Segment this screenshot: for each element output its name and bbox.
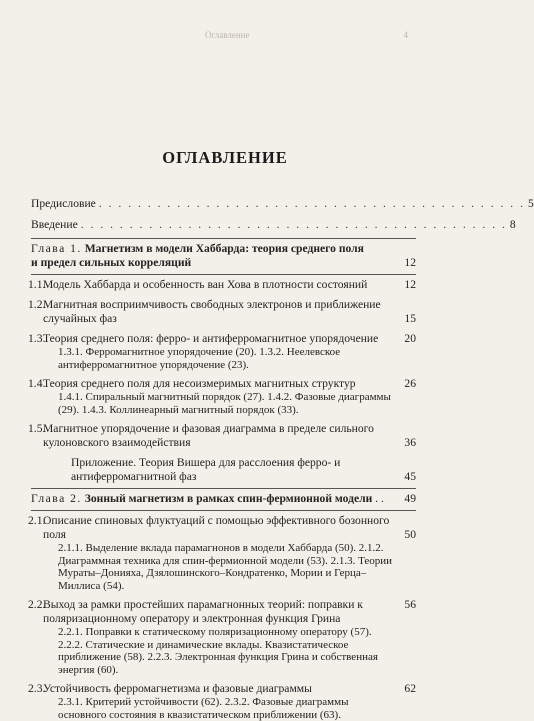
toc-entry-preface[interactable]: Предисловие . . . . . . . . . . . . . . . . . . . . . . . . . . . . . . . . . . . . . . . . . . . . 5 (31, 197, 534, 210)
section-title: Выход за рамки простейших парамагнонных теорий: поправки к поляризационному оператору и электронная функция Грина (43, 598, 363, 625)
toc-subsections-2-3: 2.3.1. Критерий устойчивости (62). 2.3.2. Фазовые диаграммы основного состояния в квазистатическом приближении (63). (58, 696, 349, 721)
toc-section-1-4[interactable]: 1.4. Теория среднего поля для несоизмеримых магнитных структур 26 (28, 377, 416, 390)
divider (31, 274, 416, 275)
section-title: Теория среднего поля для несоизмеримых магнитных структур (43, 377, 356, 390)
toc-appendix[interactable] (31, 456, 416, 484)
toc-chapter-1[interactable] (31, 242, 416, 270)
toc-section-1-5[interactable]: 1.5. Магнитное упорядочение и фазовая диаграмма в пределе сильного кулоновского взаимодействия 36 (28, 422, 416, 449)
toc-entry-page: 15 (404, 312, 416, 325)
table-of-contents (28, 197, 534, 721)
chapter-prefix: Глава 2. (31, 492, 82, 505)
toc-entry-page: 26 (404, 377, 416, 390)
divider (31, 488, 416, 489)
section-title: Магнитная восприимчивость свободных электронов и приближение случайных фаз (43, 298, 381, 325)
toc-entry-page: 62 (404, 682, 416, 695)
toc-entry-label: Введение (31, 218, 78, 231)
section-title: Модель Хаббарда и особенность ван Хова в плотности состояний (43, 278, 368, 291)
running-head-title: Оглавление (205, 30, 250, 40)
section-title: Приложение. Теория Вишера для расслоения ферро- и антиферромагнитной фаз (71, 456, 341, 483)
toc-entry-page: 56 (404, 598, 416, 611)
chapter-title-line-2: и предел сильных корреляций (31, 256, 192, 269)
toc-section-2-2[interactable]: 2.2. Выход за рамки простейших парамагнонных теорий: поправки к поляризационному оператору и электронная функция Грина 56 (28, 598, 416, 625)
toc-subsections-1-4: 1.4.1. Спиральный магнитный порядок (27). 1.4.2. Фазовые диаграммы (29). 1.4.3. Коллинеарный магнитный порядок (33). (58, 391, 391, 416)
toc-entry-page: 12 (404, 278, 416, 291)
chapter-title-line-1: Магнетизм в модели Хаббарда: теория среднего поля (84, 242, 364, 255)
toc-entry-page: 12 (404, 256, 416, 269)
toc-section-1-1[interactable]: 1.1. Модель Хаббарда и особенность ван Хова в плотности состояний 12 (28, 278, 416, 291)
toc-entry-introduction[interactable]: Введение . . . . . . . . . . . . . . . . . . . . . . . . . . . . . . . . . . . . . . . . . . . . 8 (31, 218, 516, 231)
toc-entry-page: 20 (404, 332, 416, 345)
toc-entry-page: 36 (404, 436, 416, 449)
toc-entry-page: 45 (404, 470, 416, 483)
toc-entry-label: Предисловие (31, 197, 96, 210)
divider (31, 238, 416, 239)
toc-section-2-1[interactable]: 2.1. Описание спиновых флуктуаций с помощью эффективного бозонного поля 50 (28, 514, 416, 541)
running-head-page-number: 4 (403, 30, 408, 40)
toc-subsections-2-1: 2.1.1. Выделение вклада парамагнонов в модели Хаббарда (50). 2.1.2. Диаграммная техника для спин-фермионной модели (53). 2.1.3. Теории Мураты–Донияха, Дзялошинского–Кондратенко, Мории и Герца–Миллиса (54). (58, 542, 393, 592)
toc-chapter-2[interactable]: Глава 2. Зонный магнетизм в рамках спин-фермионной модели . . 49 (31, 492, 416, 505)
toc-entry-page: 50 (404, 528, 416, 541)
divider (31, 510, 416, 511)
toc-entry-page: 49 (404, 492, 416, 505)
toc-section-1-2[interactable]: 1.2. Магнитная восприимчивость свободных электронов и приближение случайных фаз 15 (28, 298, 416, 325)
chapter-title: Зонный магнетизм в рамках спин-фермионной модели (84, 492, 373, 505)
section-title: Устойчивость ферромагнетизма и фазовые диаграммы (43, 682, 312, 695)
section-title: Описание спиновых флуктуаций с помощью эффективного бозонного поля (43, 514, 390, 541)
toc-subsections-1-3: 1.3.1. Ферромагнитное упорядочение (20). 1.3.2. Неелевское антиферромагнитное упорядочение (23). (58, 346, 341, 371)
toc-entry-page: 5 (528, 197, 534, 210)
chapter-prefix: Глава 1. (31, 242, 82, 255)
section-title: Теория среднего поля: ферро- и антиферромагнитное упорядочение (43, 332, 379, 345)
section-title: Магнитное упорядочение и фазовая диаграмма в пределе сильного кулоновского взаимодействия (43, 422, 374, 449)
toc-subsections-2-2: 2.2.1. Поправки к статическому поляризационному оператору (57). 2.2.2. Статические и динамические вклады. Квазистатическое приближение (58). 2.2.3. Электронная функция Грина и собственная энергия (60). (58, 626, 378, 676)
toc-entry-page: 8 (509, 218, 516, 231)
toc-section-2-3[interactable]: 2.3. Устойчивость ферромагнетизма и фазовые диаграммы 62 (28, 682, 416, 695)
page-title: ОГЛАВЛЕНИЕ (162, 148, 288, 167)
toc-section-1-3[interactable]: 1.3. Теория среднего поля: ферро- и антиферромагнитное упорядочение 20 (28, 332, 416, 345)
